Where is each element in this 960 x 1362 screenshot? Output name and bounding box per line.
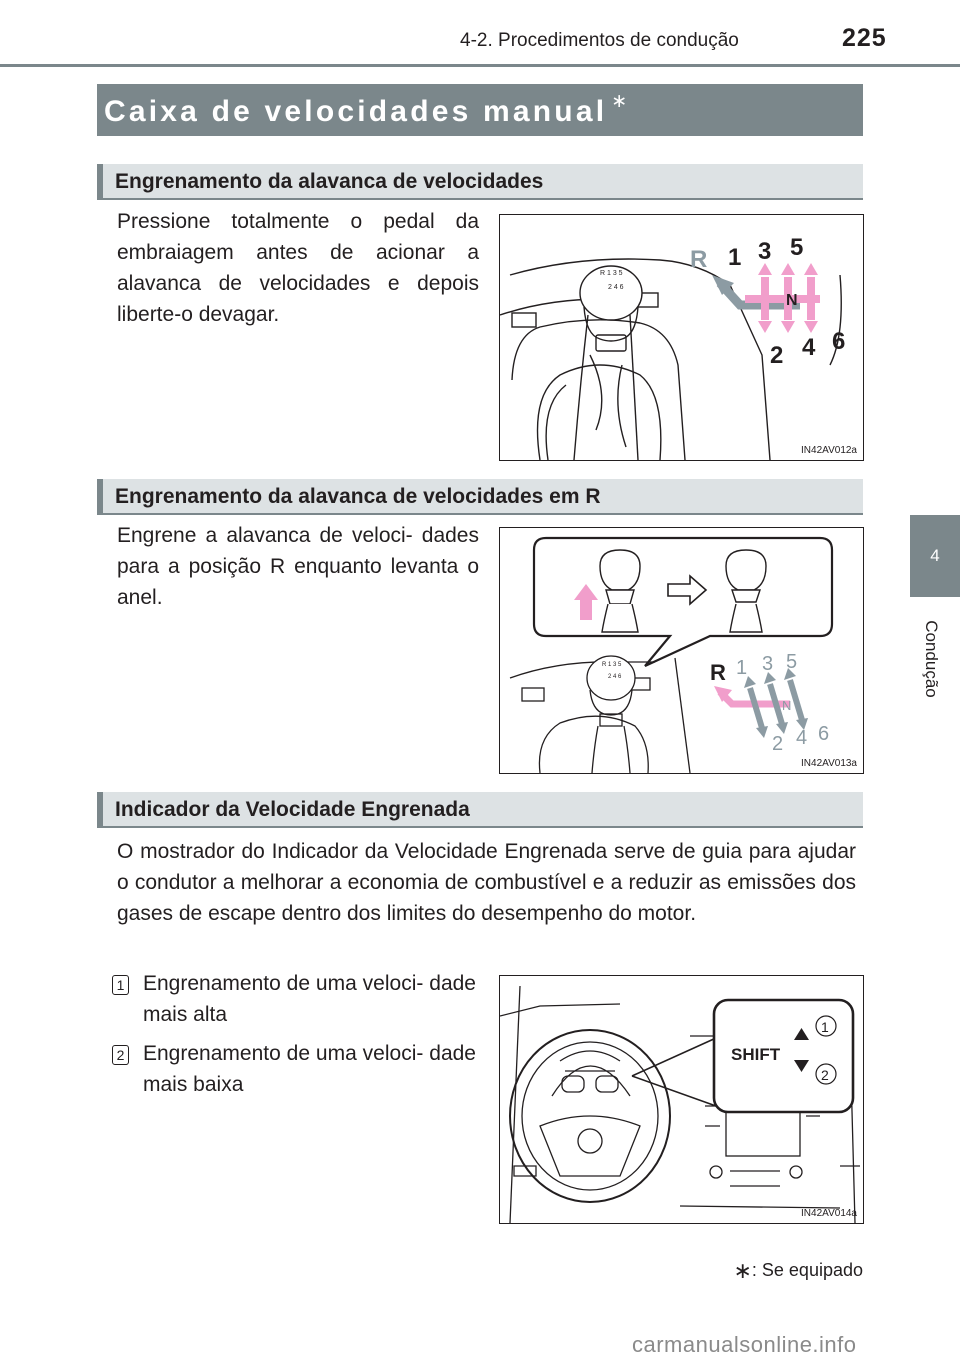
- gear-lever-illustration: [500, 215, 863, 460]
- gear-label-5: 5: [790, 234, 804, 261]
- gear-label-3-2: 3: [762, 653, 774, 675]
- page-title-text: Caixa de velocidades manual: [104, 95, 608, 128]
- callout-number-1: 1: [821, 1019, 829, 1035]
- figure-reverse-ring: [499, 527, 864, 774]
- figure-shift-indicator: [499, 975, 864, 1224]
- watermark: carmanualsonline.info: [632, 1332, 857, 1357]
- figure-code-1: IN42AV012a: [801, 445, 857, 456]
- page-number: 225: [842, 24, 887, 52]
- gear-label-2-2: 2: [772, 733, 784, 755]
- figure-code-2: IN42AV013a: [801, 758, 857, 769]
- gear-label-1-2: 1: [736, 657, 748, 679]
- item-1-text: Engrenamento de uma veloci- dade mais alta: [143, 972, 476, 1026]
- gear-label-6: 6: [832, 328, 846, 355]
- svg-text:2 4 6: 2 4 6: [608, 674, 622, 680]
- section-heading-1-text: Engrenamento da alavanca de velocidades: [115, 170, 544, 193]
- section-2-body: Engrene a alavanca de veloci- dades para a posição R enquanto levanta o anel.: [117, 524, 479, 609]
- callout-number-2: 2: [821, 1067, 829, 1083]
- footnote-text: : Se equipado: [751, 1260, 863, 1280]
- gear-label-4-2: 4: [796, 727, 808, 749]
- chapter-number: 4: [930, 546, 940, 565]
- section-heading-1: [97, 164, 863, 200]
- item-2-number: 2: [112, 1045, 129, 1065]
- footnote-asterisk: ∗: [733, 1258, 752, 1283]
- footnote: [700, 1258, 863, 1284]
- section-1-body: Pressione totalmente o pedal da embraiagem antes de acionar a alavanca de velocidades e depois liberte-o devagar.: [117, 210, 479, 326]
- figure-gear-lever: [499, 214, 864, 461]
- page-title: [104, 90, 627, 129]
- gear-label-6-2: 6: [818, 723, 830, 745]
- gear-label-2: 2: [770, 342, 784, 369]
- shift-pattern-arrows: [712, 263, 820, 333]
- section-heading-2-text: Engrenamento da alavanca de velocidades em R: [115, 485, 601, 508]
- gear-label-r-2: R: [710, 660, 726, 685]
- section-heading-3: [97, 792, 863, 828]
- gear-label-4: 4: [802, 334, 816, 361]
- gear-label-n-2: N: [782, 698, 792, 713]
- shift-display-label: SHIFT: [731, 1045, 781, 1064]
- chapter-label-container: [903, 604, 959, 714]
- gear-label-r: R: [690, 246, 708, 273]
- chapter-label: Condução: [922, 620, 941, 698]
- gear-label-3: 3: [758, 238, 772, 265]
- chapter-tab: [910, 515, 960, 597]
- section-heading-2: [97, 479, 863, 515]
- item-2-text: Engrenamento de uma veloci- dade mais baixa: [143, 1042, 476, 1096]
- section-heading-3-text: Indicador da Velocidade Engrenada: [115, 798, 470, 821]
- reverse-ring-illustration: [500, 528, 863, 773]
- title-asterisk: ∗: [611, 91, 628, 112]
- svg-text:R 1 3 5: R 1 3 5: [600, 270, 623, 277]
- figure-code-3: IN42AV014a: [801, 1208, 857, 1219]
- shift-indicator-illustration: [500, 976, 863, 1223]
- reverse-shift-pattern: [714, 668, 808, 738]
- running-header-section: 4-2. Procedimentos de condução: [460, 30, 739, 51]
- gear-label-1: 1: [728, 244, 742, 271]
- svg-text:2 4 6: 2 4 6: [608, 284, 624, 291]
- gear-label-5-2: 5: [786, 651, 798, 673]
- svg-text:R 1 3 5: R 1 3 5: [602, 662, 622, 668]
- section-3-body: O mostrador do Indicador da Velocidade Engrenada serve de guia para ajudar o condutor a melhorar a economia de combustível e a reduzir as emissões dos gases de escape dentro dos limites do desempenho do motor.: [117, 840, 856, 925]
- header-rule: [0, 64, 960, 67]
- item-1-number: 1: [112, 975, 129, 995]
- gear-label-n: N: [786, 292, 798, 309]
